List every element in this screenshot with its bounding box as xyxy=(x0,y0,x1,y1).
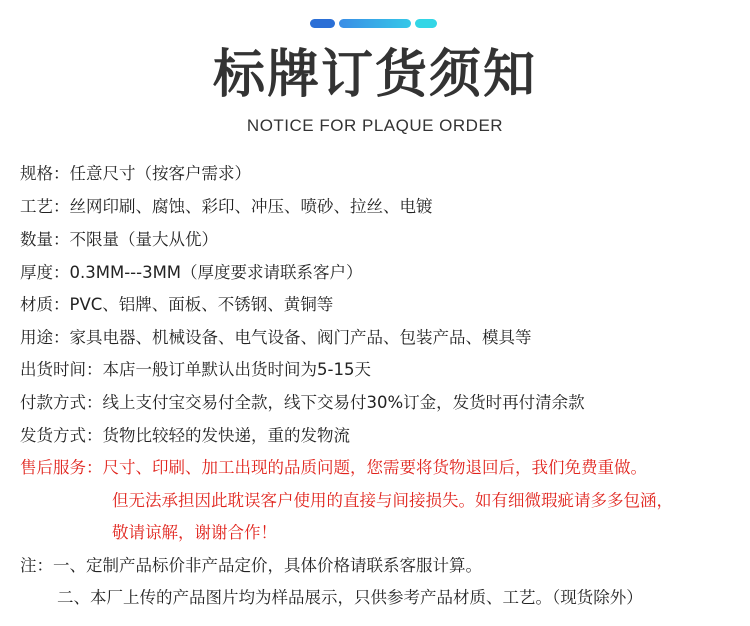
spec-value: 丝网印刷、腐蚀、彩印、冲压、喷砂、拉丝、电镀 xyxy=(69,197,433,216)
spec-row-delivery xyxy=(20,424,350,448)
after-sales-label: 售后服务： xyxy=(20,458,103,477)
spec-row-size xyxy=(20,162,251,186)
after-sales-row xyxy=(20,456,647,480)
note-text-2: 二、本厂上传的产品图片均为样品展示，只供参考产品材质、工艺。（现货除外） xyxy=(57,588,643,607)
spec-row-material xyxy=(20,293,333,317)
spec-row-usage xyxy=(20,326,532,350)
spec-value: 家具电器、机械设备、电气设备、阀门产品、包装产品、模具等 xyxy=(69,328,532,347)
page-title: 标牌订货须知 xyxy=(212,45,537,105)
spec-value: 货物比较轻的发快递，重的发物流 xyxy=(102,426,350,445)
after-sales-line-2: 但无法承担因此耽误客户使用的直接与间接损失。如有细微瑕疵请多多包涵， xyxy=(112,491,673,510)
spec-label: 数量： xyxy=(20,230,70,249)
spec-value: 线上支付宝交易付全款，线下交易付30%订金，发货时再付清余款 xyxy=(102,393,585,412)
spec-label: 发货方式： xyxy=(20,426,103,445)
decor-bar-middle xyxy=(339,19,411,28)
spec-value: 0.3MM---3MM（厚度要求请联系客户） xyxy=(69,263,363,282)
note-label: 注： xyxy=(20,556,53,575)
spec-label: 厚度： xyxy=(20,263,70,282)
spec-row-quantity xyxy=(20,228,218,252)
spec-label: 工艺： xyxy=(20,197,70,216)
spec-row-payment xyxy=(20,391,585,415)
spec-label: 规格： xyxy=(20,164,70,183)
decor-bar-right xyxy=(415,19,437,28)
note-row-1 xyxy=(20,554,482,578)
spec-value: PVC、铝牌、面板、不锈钢、黄铜等 xyxy=(69,295,334,314)
spec-row-ship-time xyxy=(20,358,371,382)
spec-label: 付款方式： xyxy=(20,393,103,412)
after-sales-line-3: 敬请谅解，谢谢合作！ xyxy=(112,523,277,542)
spec-value: 本店一般订单默认出货时间为5-15天 xyxy=(102,360,371,379)
spec-label: 材质： xyxy=(20,295,70,314)
decor-bar-left xyxy=(310,19,335,28)
after-sales-line-1: 尺寸、印刷、加工出现的品质问题，您需要将货物退回后，我们免费重做。 xyxy=(102,458,647,477)
spec-value: 不限量（量大从优） xyxy=(69,230,218,249)
spec-label: 用途： xyxy=(20,328,70,347)
spec-label: 出货时间： xyxy=(20,360,103,379)
spec-row-process xyxy=(20,195,433,219)
note-text-1: 一、定制产品标价非产品定价，具体价格请联系客服计算。 xyxy=(53,556,482,575)
spec-value: 任意尺寸（按客户需求） xyxy=(69,164,251,183)
spec-row-thickness xyxy=(20,261,363,285)
page-subtitle: NOTICE FOR PLAQUE ORDER xyxy=(246,116,504,135)
